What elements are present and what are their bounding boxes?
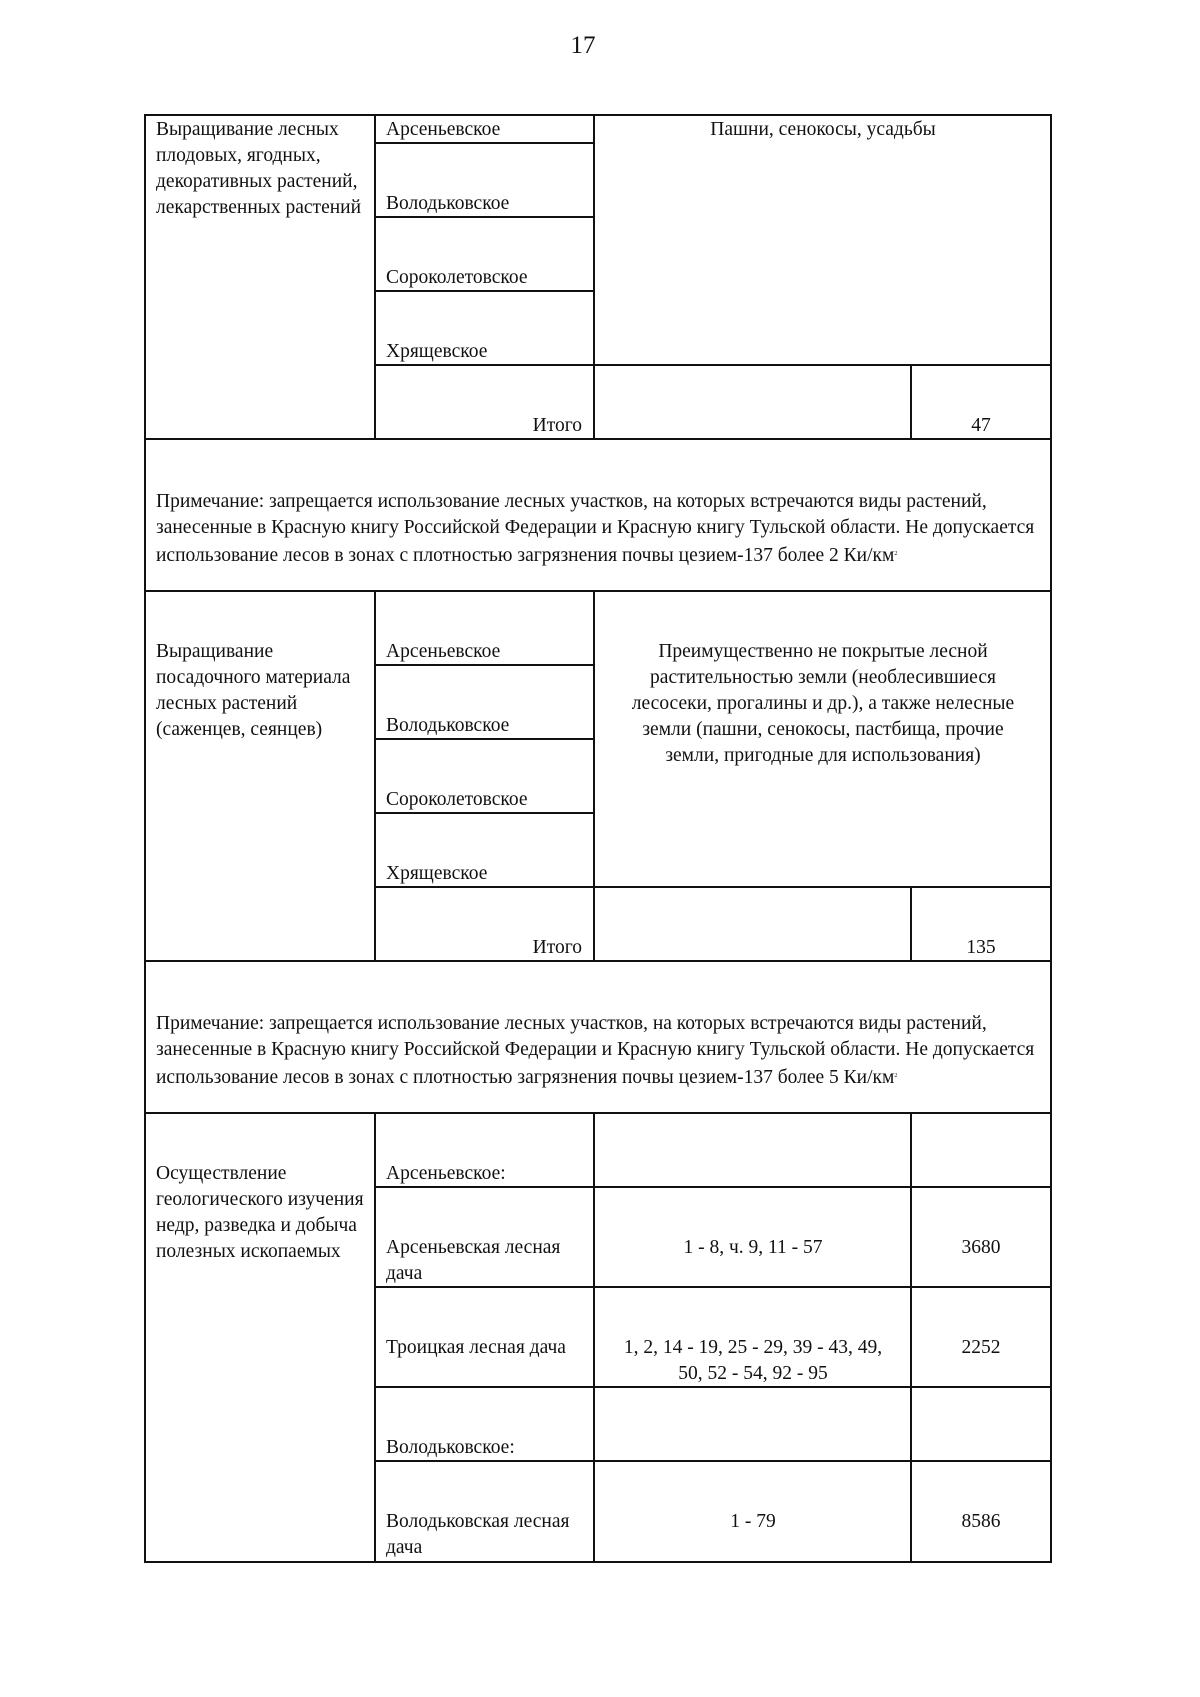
section3-activity: Осуществление геологического изучения недр, разведка и добыча полезных ископаемых (156, 1163, 364, 1262)
section3-row-4-name: Володьковское: (386, 1437, 515, 1458)
section1-lands: Пашни, сенокосы, усадьбы (710, 119, 936, 140)
section3-row-2-name: Арсеньевская лесная дача (386, 1237, 561, 1284)
section1-forestry-1: Арсеньевское (386, 119, 501, 140)
section2-forestry-2: Володьковское (386, 715, 510, 736)
section2-forestry-3: Сороколетовское (386, 789, 528, 810)
section3-row-5-area: 8586 (961, 1511, 1001, 1532)
section2-activity: Выращивание посадочного материала лесных растений (саженцев, сеянцев) (156, 641, 351, 740)
section1-forestry-3: Сороколетовское (386, 267, 528, 288)
section3-row-3-area: 2252 (961, 1337, 1001, 1358)
section3-row-2-area: 3680 (961, 1237, 1001, 1258)
section1-note: Примечание: запрещается использование лесных участков, на которых встречаются виды растений, занесенные в Красную книгу Российской Федерации и Красную книгу Тульской области. Не допускается использование лесов в зонах с плотностью загрязнения почвы цезием-137 более 2 $Ки/км^2$ (156, 491, 1035, 566)
page-number: 17 (570, 32, 596, 59)
section3-row-5-quarters: 1 - 79 (730, 1511, 776, 1532)
section3-row-1-name: Арсеньевское: (386, 1163, 506, 1184)
section1-activity: Выращивание лесных плодовых, ягодных, декоративных растений, лекарственных растений (156, 119, 362, 218)
section2-forestry-1: Арсеньевское (386, 641, 501, 662)
section1-forestry-2: Володьковское (386, 193, 510, 214)
section3-row-3-quarters: 1, 2, 14 - 19, 25 - 29, 39 - 43, 49, 50, 52 - 54, 92 - 95 (623, 1337, 883, 1384)
section2-lands: Преимущественно не покрытые лесной растительностью земли (необлесившиеся лесосеки, прогалины и др.), а также нелесные земли (пашни, сенокосы, пастбища, прочие земли, пригодные для использования) (631, 641, 1015, 766)
section2-total-value: 135 (966, 937, 996, 958)
section2-total-label: Итого (532, 937, 582, 958)
section1-total-value: 47 (971, 415, 991, 436)
section3-row-5-name: Володьковская лесная дача (386, 1511, 570, 1558)
section1-forestry-4: Хрящевское (386, 341, 488, 362)
section2-note: Примечание: запрещается использование лесных участков, на которых встречаются виды растений, занесенные в Красную книгу Российской Федерации и Красную книгу Тульской области. Не допускается использование лесов в зонах с плотностью загрязнения почвы цезием-137 более 5 $Ки/км^2$ (156, 1013, 1035, 1088)
section3-row-3-name: Троицкая лесная дача (386, 1337, 566, 1358)
section1-total-label: Итого (532, 415, 582, 436)
section2-forestry-4: Хрящевское (386, 863, 488, 884)
section3-row-2-quarters: 1 - 8, ч. 9, 11 - 57 (683, 1237, 823, 1258)
